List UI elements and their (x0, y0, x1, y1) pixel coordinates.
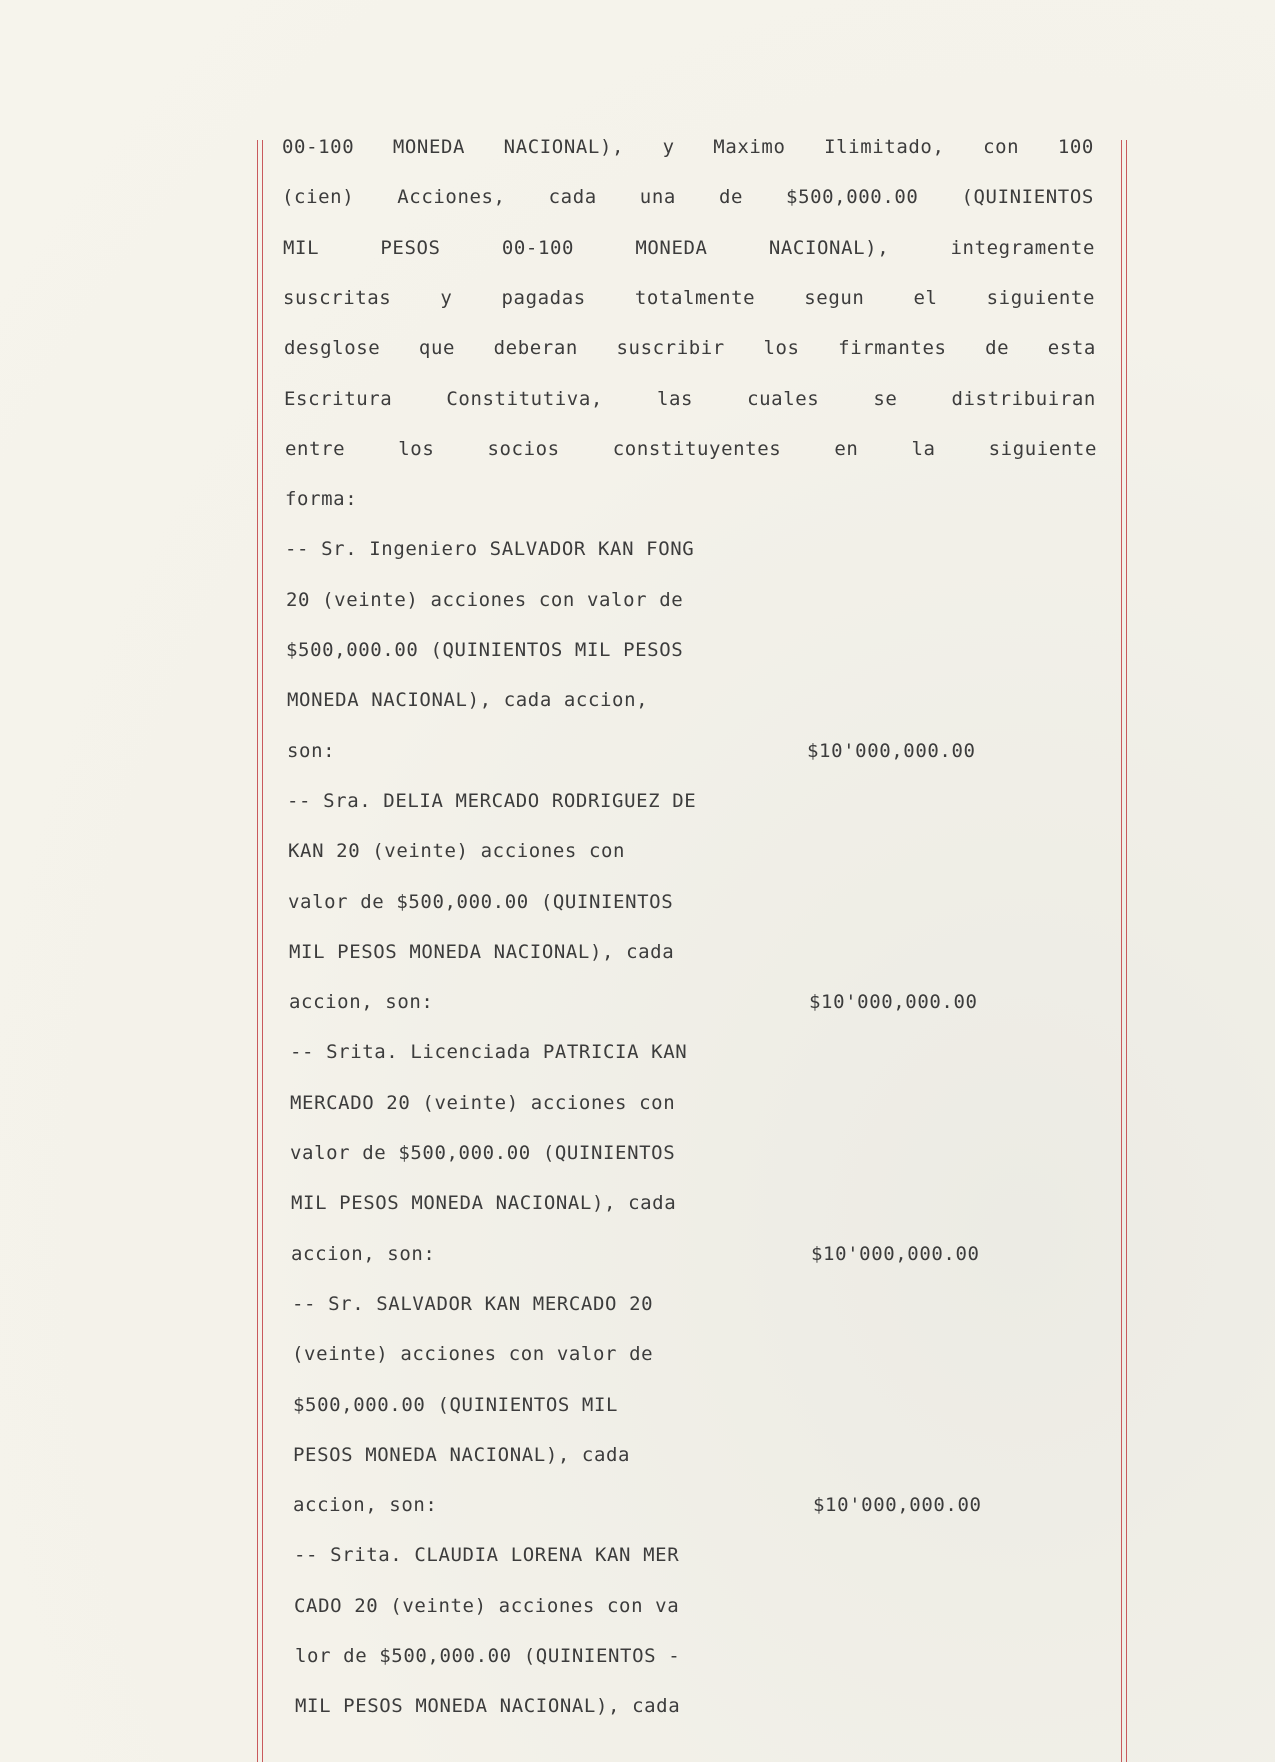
paragraph-word: (cien) (282, 186, 355, 209)
shareholder-line (289, 987, 978, 1017)
paragraph-word: suscritas (283, 286, 392, 309)
shareholder-line: -- Srita. Licenciada PATRICIA KAN (290, 1041, 688, 1064)
paragraph-word: y (662, 136, 675, 158)
paragraph-word: (QUINIENTOS (961, 186, 1094, 209)
shareholder-line: valor de $500,000.00 (QUINIENTOS (290, 1142, 676, 1164)
paragraph-word: Constitutiva, (446, 387, 603, 410)
shareholder-line-text: son: (287, 739, 336, 762)
paragraph-word: los (398, 437, 435, 460)
shareholder-line: CADO 20 (veinte) acciones con va (294, 1594, 680, 1617)
paragraph-word: $500,000.00 (786, 186, 919, 209)
shareholder-line: -- Sr. SALVADOR KAN MERCADO 20 (292, 1292, 654, 1315)
paragraph-word: MIL (283, 236, 320, 259)
paragraph-word: con (983, 136, 1020, 158)
right-margin-line-outer (1126, 140, 1127, 1762)
paragraph-word: se (873, 387, 898, 410)
paragraph-word: entre (285, 437, 346, 460)
paragraph-word: siguiente (986, 286, 1095, 309)
paragraph-line (285, 434, 1097, 464)
paragraph-word: integramente (950, 236, 1095, 259)
paragraph-word: que (418, 337, 456, 360)
shareholder-amount: $10'000,000.00 (811, 1242, 980, 1265)
shareholder-line: MIL PESOS MONEDA NACIONAL), cada (295, 1695, 681, 1718)
paragraph-word: Maximo (713, 136, 786, 158)
shareholder-line: $500,000.00 (QUINIENTOS MIL (293, 1393, 619, 1416)
shareholder-line: MIL PESOS MONEDA NACIONAL), cada (289, 940, 675, 963)
shareholder-line: lor de $500,000.00 (QUINIENTOS - (295, 1645, 681, 1667)
paragraph-word: y (440, 286, 453, 309)
shareholder-line (287, 736, 976, 766)
paragraph-word: deberan (493, 337, 578, 360)
paragraph-word: de (718, 186, 744, 209)
paragraph-word: una (639, 186, 676, 209)
shareholder-line-text: accion, son: (291, 1242, 436, 1265)
paragraph-word: 100 (1057, 136, 1094, 158)
shareholder-line: $500,000.00 (QUINIENTOS MIL PESOS (286, 639, 684, 661)
paragraph-word: MONEDA (635, 236, 708, 259)
shareholder-line (293, 1490, 982, 1520)
shareholder-line (291, 1239, 980, 1269)
shareholder-line: MONEDA NACIONAL), cada accion, (287, 689, 649, 712)
paragraph-line (283, 233, 1095, 263)
paragraph-word: distribuiran (951, 387, 1096, 410)
shareholder-amount: $10'000,000.00 (807, 739, 976, 762)
paragraph-word: MONEDA (392, 136, 466, 158)
paragraph-word: esta (1047, 337, 1096, 360)
shareholder-line: PESOS MONEDA NACIONAL), cada (293, 1443, 631, 1466)
paragraph-word: PESOS (380, 236, 441, 259)
paragraph-word: la (911, 437, 936, 460)
paragraph-word: NACIONAL), (503, 136, 625, 158)
paragraph-word: de (985, 337, 1010, 360)
paragraph-word: cada (548, 186, 597, 209)
paragraph-word: Ilimitado, (824, 136, 945, 158)
paragraph-word: cuales (747, 387, 820, 410)
shareholder-line: 20 (veinte) acciones con valor de (286, 588, 684, 611)
shareholder-line: MERCADO 20 (veinte) acciones con (290, 1091, 676, 1114)
paragraph-word: los (763, 337, 800, 360)
shareholder-line-text: accion, son: (289, 991, 434, 1014)
paragraph-word: constituyentes (612, 437, 782, 460)
paragraph-word: desglose (284, 337, 381, 360)
shareholder-line: -- Srita. CLAUDIA LORENA KAN MER (294, 1544, 680, 1567)
shareholder-amount: $10'000,000.00 (809, 991, 978, 1014)
shareholder-line: MIL PESOS MONEDA NACIONAL), cada (291, 1192, 677, 1215)
paragraph-word: pagadas (501, 286, 586, 309)
paragraph-word: 00-100 (282, 136, 355, 158)
paragraph-word: el (913, 286, 938, 309)
paragraph-word: suscribir (616, 337, 725, 360)
shareholder-amount: $10'000,000.00 (813, 1494, 982, 1517)
paragraph-word: las (656, 387, 694, 410)
paragraph-line (282, 182, 1094, 212)
paragraph-word: 00-100 (501, 236, 575, 259)
left-margin-line-outer (257, 140, 258, 1762)
shareholder-line: -- Sra. DELIA MERCADO RODRIGUEZ DE (287, 789, 697, 812)
paragraph-word: socios (487, 437, 560, 460)
paragraph-word: Escritura (284, 387, 393, 410)
forma-label: forma: (285, 488, 358, 511)
paragraph-word: Acciones, (397, 186, 506, 209)
paragraph-word: segun (804, 286, 865, 309)
paragraph-line (284, 384, 1096, 414)
shareholder-line: valor de $500,000.00 (QUINIENTOS (288, 890, 674, 913)
shareholder-line: KAN 20 (veinte) acciones con (288, 840, 626, 863)
shareholder-line: (veinte) acciones con valor de (292, 1343, 654, 1366)
paragraph-line (282, 132, 1094, 162)
paragraph-word: totalmente (634, 286, 756, 309)
paragraph-word: firmantes (838, 337, 947, 360)
left-margin-line-inner (262, 140, 263, 1762)
paragraph-word: en (834, 437, 859, 460)
right-margin-line-inner (1121, 140, 1122, 1762)
shareholder-line: -- Sr. Ingeniero SALVADOR KAN FONG (285, 538, 695, 561)
paragraph-word: siguiente (988, 437, 1097, 460)
paragraph-word: NACIONAL), (768, 236, 890, 259)
shareholder-line-text: accion, son: (293, 1494, 438, 1517)
paragraph-line (283, 283, 1095, 313)
paragraph-line (284, 333, 1096, 363)
